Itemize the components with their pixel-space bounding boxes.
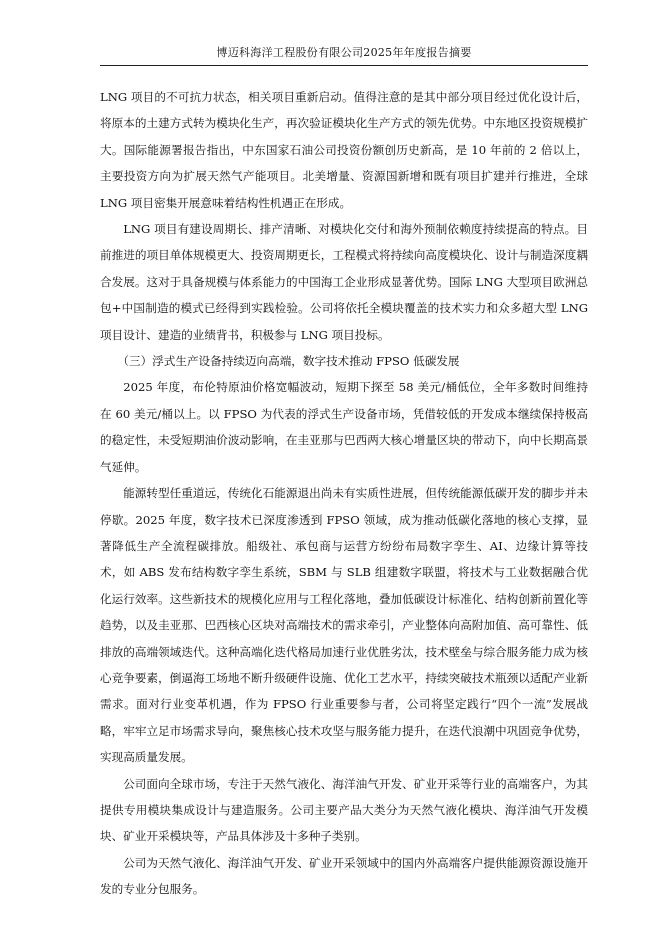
paragraph-lng-features: LNG 项目有建设周期长、排产清晰、对模块化交付和海外预制依赖度持续提高的特点。目前推进的项目单体规模更大、投资周期更长，工程模式将持续向高度模块化、设计与制造深度耦合发展。这对于具备规模与体系能力的中国海工企业形成显著优势。国际 LNG 大型项目欧洲总包+中国制造的模式已经得到实践检验。公司将依托全模块覆盖的技术实力和众多超大型 LNG 项目设计、建造的业绩背书，积极参与 LNG 项目投标。 [100,222,588,342]
report-body [100,84,588,903]
paragraph-subcontracting: 公司为天然气液化、海洋油气开发、矿业开采领域中的国内外高端客户提供能源资源设施开发的专业分包服务。 [100,855,588,897]
page-header: 博迈科海洋工程股份有限公司2025年年度报告摘要 [100,44,588,66]
paragraph-energy-transition: 能源转型任重道远，传统化石能源退出尚未有实质性进展，但传统能源低碳开发的脚步并未停歇。2025 年度，数字技术已深度渗透到 FPSO 领域，成为推动低碳化落地的核心支撑，显著降低生产全流程碳排放。船级社、承包商与运营方纷纷布局数字孪生、AI、边缘计算等技术，如 ABS 发布结构数字孪生系统，SBM 与 SLB 组建数字联盟，将技术与工业数据融合优化运行效率。这些新技术的规模化应用与工程化落地，叠加低碳设计标准化、结构创新前置化等趋势，以及圭亚那、巴西核心区块对高端技术的需求牵引，产业整体向高附加值、高可靠性、低排放的高端领域迭代。这种高端化迭代格局加速行业优胜劣汰，技术壁垒与综合服务能力成为核心竞争要素，倒逼海工场地不断升级硬件设施、优化工艺水平，持续突破技术瓶颈以适配产业新需求。面对行业变革机遇，作为 FPSO 行业重要参与者，公司将坚定践行“四个一流”发展战略，牢牢立足市场需求导向，聚焦核心技术攻坚与服务能力提升，在迭代浪潮中巩固竞争优势，实现高质量发展。 [100,486,588,765]
paragraph-lng-projects: LNG 项目的不可抗力状态，相关项目重新启动。值得注意的是其中部分项目经过优化设计后，将原本的土建方式转为模块化生产，再次验证模块化生产方式的领先优势。中东地区投资规模扩大。国际能源署报告指出，中东国家石油公司投资份额创历史新高，是 10 年前的 2 倍以上，主要投资方向为扩展天然气产能项目。北美增量、资源国新增和既有项目扩建并行推进，全球 LNG 项目密集开展意味着结构性机遇正在形成。 [100,90,588,210]
paragraph-global-market: 公司面向全球市场，专注于天然气液化、海洋油气开发、矿业开采等行业的高端客户，为其提供专用模块集成设计与建造服务。公司主要产品大类分为天然气液化模块、海洋油气开发模块、矿业开采模块等，产品具体涉及十多种子类别。 [100,776,588,844]
paragraph-oil-price: 2025 年度，布伦特原油价格宽幅波动，短期下探至 58 美元/桶低位，全年多数时间维持在 60 美元/桶以上。以 FPSO 为代表的浮式生产设备市场，凭借较低的开发成本继续保持极高的稳定性，未受短期油价波动影响，在圭亚那与巴西两大核心增量区块的带动下，向中长期高景气延伸。 [100,380,588,474]
section-heading-fpso: （三）浮式生产设备持续迈向高端，数字技术推动 FPSO 低碳发展 [117,354,460,369]
